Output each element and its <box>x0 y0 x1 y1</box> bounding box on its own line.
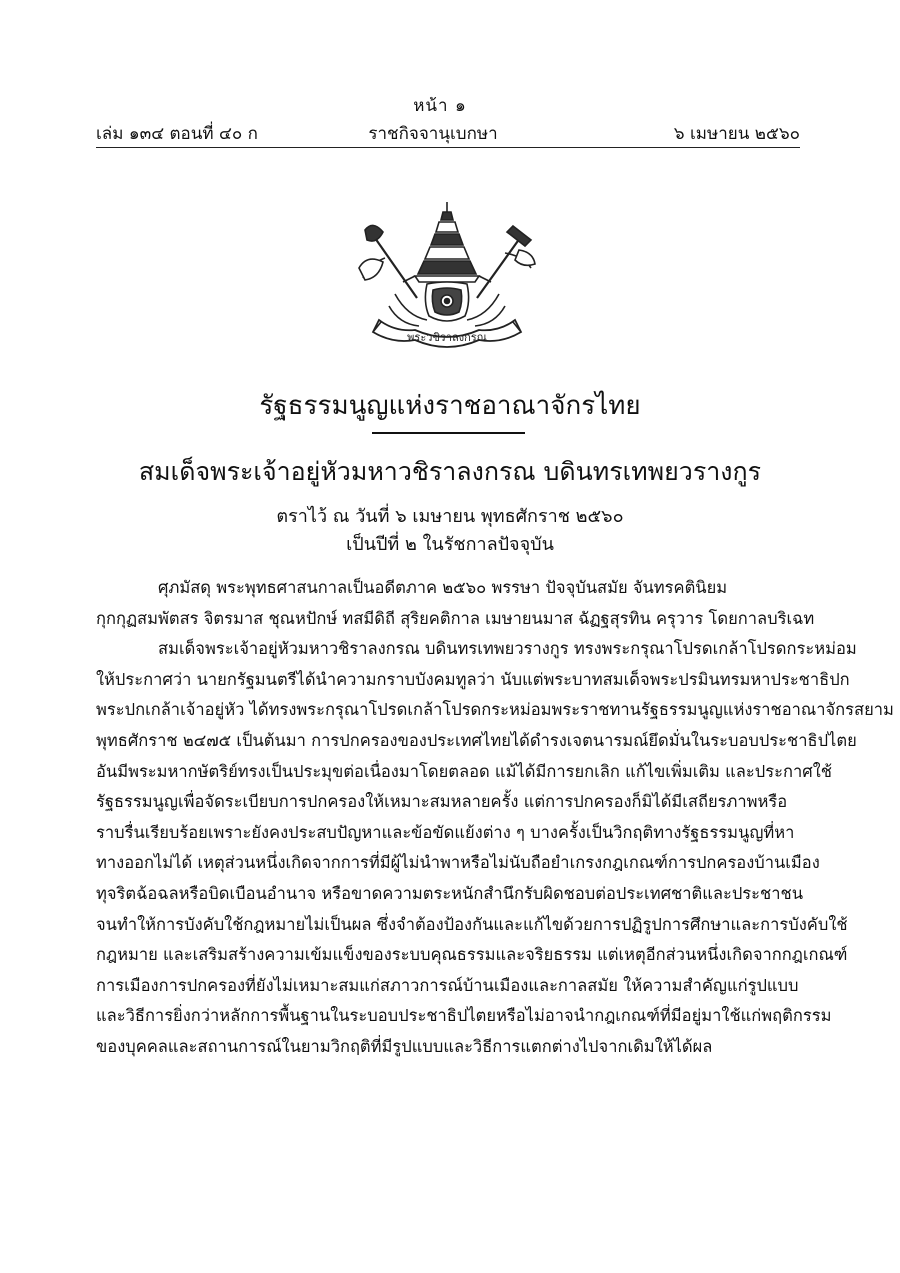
document-title: รัฐธรรมนูญแห่งราชอาณาจักรไทย <box>259 391 641 421</box>
body-line: รัฐธรรมนูญเพื่อจัดระเบียบการปกครองให้เหมาะสมหลายครั้ง แต่การปกครองก็มิได้มีเสถียรภาพหรือ <box>96 792 788 812</box>
king-name: สมเด็จพระเจ้าอยู่หัวมหาวชิราลงกรณ บดินทรเทพยวรางกูร <box>138 457 762 486</box>
body-line: ศุภมัสดุ พระพุทธศาสนกาลเป็นอดีตภาค ๒๕๖๐ พรรษา ปัจจุบันสมัย จันทรคตินิยม <box>158 578 728 597</box>
given-date: ตราไว้ ณ วันที่ ๖ เมษายน พุทธศักราช ๒๕๖๐ <box>276 506 624 527</box>
volume-issue: เล่ม ๑๓๔ ตอนที่ ๔๐ ก <box>96 124 258 144</box>
body-line: กุกกุฏสมพัตสร จิตรมาส ชุณหปักษ์ ทสมีดิถี สุริยคติกาล เมษายนมาส ฉัฏฐสุรทิน ครุวาร โดยกาลบริเฉท <box>96 608 815 628</box>
body-line: และวิธีการยิ่งกว่าหลักการพื้นฐานในระบอบประชาธิปไตยหรือไม่อาจนำกฎเกณฑ์ที่มีอยู่มาใช้แก่พฤติกรรม <box>96 1006 832 1026</box>
emblem-inscription: พระวชิราลงกรณ <box>407 331 487 344</box>
header-rule <box>96 147 800 148</box>
page-number: หน้า ๑ <box>413 96 467 116</box>
body-line: อันมีพระมหากษัตริย์ทรงเป็นประมุขต่อเนื่องมาโดยตลอด แม้ได้มีการยกเลิก แก้ไขเพิ่มเติม และประกาศใช้ <box>96 761 832 781</box>
body-line: จนทำให้การบังคับใช้กฎหมายไม่เป็นผล ซึ่งจำต้องป้องกันและแก้ไขด้วยการปฏิรูปการศึกษาและการบังคับใช้ <box>96 914 848 934</box>
body-line: ทางออกไม่ได้ เหตุส่วนหนึ่งเกิดจากการที่มีผู้ไม่นำพาหรือไม่นับถือยำเกรงกฎเกณฑ์การปกครองบ้านเมือง <box>96 853 820 873</box>
body-line: กฎหมาย และเสริมสร้างความเข้มแข็งของระบบคุณธรรมและจริยธรรม แต่เหตุอีกส่วนหนึ่งเกิดจากกฎเกณฑ์ <box>96 945 848 965</box>
publication-date: ๖ เมษายน ๒๕๖๐ <box>673 124 800 144</box>
royal-crown-emblem-icon <box>355 198 540 348</box>
gazette-name: ราชกิจจานุเบกษา <box>368 124 498 144</box>
reign-year: เป็นปีที่ ๒ ในรัชกาลปัจจุบัน <box>346 534 554 555</box>
preamble-text <box>96 573 894 1063</box>
body-line: สมเด็จพระเจ้าอยู่หัวมหาวชิราลงกรณ บดินทรเทพยวรางกูร ทรงพระกรุณาโปรดเกล้าโปรดกระหม่อม <box>158 639 857 659</box>
body-line: การเมืองการปกครองที่ยังไม่เหมาะสมแก่สภาวการณ์บ้านเมืองและกาลสมัย ให้ความสำคัญแก่รูปแบบ <box>96 975 799 995</box>
body-line: ให้ประกาศว่า นายกรัฐมนตรีได้นำความกราบบังคมทูลว่า นับแต่พระบาทสมเด็จพระปรมินทรมหาประชาธิปก <box>96 669 850 689</box>
body-line: ของบุคคลและสถานการณ์ในยามวิกฤติที่มีรูปแบบและวิธีการแตกต่างไปจากเดิมให้ได้ผล <box>96 1036 713 1056</box>
title-underline <box>372 432 525 434</box>
gazette-header <box>96 120 800 146</box>
body-line: ทุจริตฉ้อฉลหรือบิดเบือนอำนาจ หรือขาดความตระหนักสำนึกรับผิดชอบต่อประเทศชาติและประชาชน <box>96 883 803 903</box>
body-line: ราบรื่นเรียบร้อยเพราะยังคงประสบปัญหาและข้อขัดแย้งต่าง ๆ บางครั้งเป็นวิกฤติทางรัฐธรรมนูญที่หา <box>96 822 795 842</box>
body-line: พระปกเกล้าเจ้าอยู่หัว ได้ทรงพระกรุณาโปรดเกล้าโปรดกระหม่อมพระราชทานรัฐธรรมนูญแห่งราชอาณาจักรสยาม <box>96 700 894 720</box>
body-line: พุทธศักราช ๒๔๗๕ เป็นต้นมา การปกครองของประเทศไทยได้ดำรงเจตนารมณ์ยึดมั่นในระบอบประชาธิปไตย <box>96 730 857 750</box>
